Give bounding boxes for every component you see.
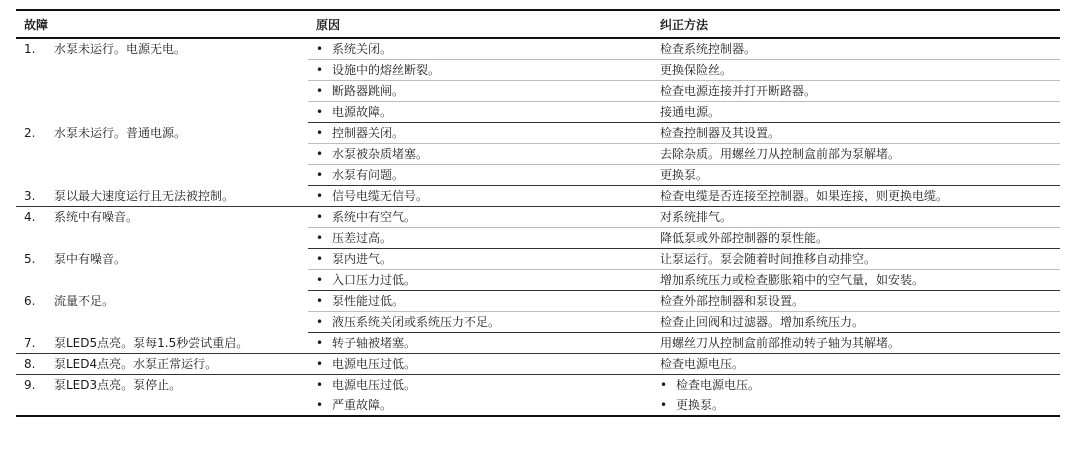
- table-body: [16, 38, 1060, 416]
- cause-text: 断路器跳闸。: [332, 84, 405, 98]
- cause-line: [316, 312, 644, 332]
- remedy-line: [660, 186, 1052, 206]
- remedy-text: 检查控制器及其设置。: [660, 126, 781, 140]
- cause-cell: [308, 165, 652, 186]
- cause-line: [316, 165, 644, 185]
- remedy-text: 降低泵或外部控制器的泵性能。: [660, 231, 829, 245]
- cause-line: [316, 333, 644, 353]
- bullet-icon: •: [316, 315, 324, 329]
- remedy-text: 检查系统控制器。: [660, 42, 757, 56]
- fault-text: 泵LED3点亮。泵停止。: [54, 378, 182, 392]
- table-row: [16, 291, 1060, 312]
- bullet-icon: •: [660, 398, 668, 412]
- cause-line: [316, 39, 644, 59]
- fault-number: 4.: [24, 210, 36, 224]
- cause-line: [316, 207, 644, 227]
- table-row: [16, 186, 1060, 207]
- remedy-cell: [652, 249, 1060, 270]
- cause-cell: [308, 144, 652, 165]
- table-row: [16, 333, 1060, 354]
- bullet-icon: •: [316, 168, 324, 182]
- remedy-text: 去除杂质。用螺丝刀从控制盒前部为泵解堵。: [660, 147, 901, 161]
- remedy-cell: [652, 186, 1060, 207]
- bullet-icon: •: [316, 398, 324, 412]
- cause-text: 严重故障。: [332, 398, 393, 412]
- fault-number: 1.: [24, 42, 36, 56]
- fault-number: 7.: [24, 335, 36, 350]
- cause-line: [316, 81, 644, 101]
- remedy-text: 用螺丝刀从控制盒前部推动转子轴为其解堵。: [660, 336, 901, 350]
- fault-number: 3.: [24, 188, 36, 203]
- cause-cell: [308, 291, 652, 312]
- bullet-icon: •: [316, 189, 324, 203]
- remedy-text: 检查电源电压。: [676, 378, 761, 392]
- remedy-cell: [652, 144, 1060, 165]
- remedy-text: 让泵运行。泵会随着时间推移自动排空。: [660, 252, 877, 266]
- table-row: [16, 38, 1060, 60]
- bullet-icon: •: [316, 357, 324, 371]
- remedy-text: 更换保险丝。: [660, 63, 733, 77]
- fault-number: 8.: [24, 357, 36, 371]
- fault-number: 2.: [24, 125, 36, 140]
- fault-text: 流量不足。: [54, 293, 115, 308]
- remedy-text: 更换泵。: [660, 168, 709, 182]
- table-header-row: [16, 10, 1060, 38]
- troubleshooting-table: [16, 9, 1060, 417]
- remedy-cell: [652, 228, 1060, 249]
- remedy-line: [660, 270, 1052, 290]
- remedy-cell: [652, 165, 1060, 186]
- cause-text: 系统关闭。: [332, 42, 393, 56]
- cause-cell: [308, 228, 652, 249]
- fault-text: 水泵未运行。普通电源。: [54, 125, 187, 140]
- fault-text: 泵中有噪音。: [54, 251, 127, 266]
- cause-line: [316, 354, 644, 374]
- table-row: [16, 375, 1060, 417]
- cause-cell: [308, 81, 652, 102]
- bullet-icon: •: [316, 378, 324, 392]
- bullet-icon: •: [316, 105, 324, 119]
- remedy-cell: [652, 375, 1060, 417]
- remedy-text: 更换泵。: [676, 398, 725, 412]
- remedy-line: [660, 249, 1052, 269]
- header-remedy: 纠正方法: [652, 10, 1060, 38]
- remedy-line: [660, 333, 1052, 353]
- cause-text: 电源电压过低。: [332, 378, 417, 392]
- header-cause: 原因: [308, 10, 652, 38]
- cause-line: [316, 291, 644, 311]
- remedy-text: 检查电源连接并打开断路器。: [660, 84, 817, 98]
- cause-cell: [308, 60, 652, 81]
- bullet-icon: •: [316, 336, 324, 350]
- remedy-cell: [652, 312, 1060, 333]
- cause-line: [316, 123, 644, 143]
- remedy-text: 增加系统压力或检查膨胀箱中的空气量，如安装。: [660, 273, 925, 287]
- fault-cell: [16, 333, 308, 354]
- remedy-line: [660, 102, 1052, 122]
- remedy-cell: [652, 354, 1060, 375]
- fault-text: 水泵未运行。电源无电。: [54, 42, 187, 56]
- remedy-text: 检查电源电压。: [660, 357, 745, 371]
- cause-cell: [308, 102, 652, 123]
- cause-text: 水泵被杂质堵塞。: [332, 147, 429, 161]
- cause-text: 系统中有空气。: [332, 210, 417, 224]
- remedy-cell: [652, 38, 1060, 60]
- remedy-cell: [652, 123, 1060, 144]
- remedy-cell: [652, 102, 1060, 123]
- fault-cell: [16, 186, 308, 207]
- bullet-icon: •: [316, 84, 324, 98]
- header-fault: 故障: [16, 10, 308, 38]
- remedy-line: [660, 123, 1052, 143]
- remedy-line: [660, 354, 1052, 374]
- remedy-line: [660, 312, 1052, 332]
- remedy-line: [660, 375, 1052, 395]
- cause-cell: [308, 375, 652, 417]
- remedy-text: 检查外部控制器和泵设置。: [660, 294, 805, 308]
- fault-text: 系统中有噪音。: [54, 210, 139, 224]
- remedy-line: [660, 395, 1052, 415]
- remedy-line: [660, 60, 1052, 80]
- remedy-text: 对系统排气。: [660, 210, 733, 224]
- bullet-icon: •: [316, 210, 324, 224]
- fault-cell: [16, 123, 308, 186]
- remedy-line: [660, 39, 1052, 59]
- cause-cell: [308, 354, 652, 375]
- remedy-line: [660, 291, 1052, 311]
- fault-text: 泵LED5点亮。泵每1.5秒尝试重启。: [54, 335, 249, 350]
- remedy-line: [660, 144, 1052, 164]
- cause-text: 泵内进气。: [332, 252, 393, 266]
- bullet-icon: •: [316, 126, 324, 140]
- cause-cell: [308, 38, 652, 60]
- fault-cell: [16, 375, 308, 417]
- cause-text: 液压系统关闭或系统压力不足。: [332, 315, 501, 329]
- remedy-cell: [652, 291, 1060, 312]
- table-row: [16, 123, 1060, 144]
- cause-text: 入口压力过低。: [332, 273, 417, 287]
- table-row: [16, 207, 1060, 228]
- remedy-line: [660, 165, 1052, 185]
- cause-line: [316, 60, 644, 80]
- cause-text: 电源故障。: [332, 105, 393, 119]
- remedy-line: [660, 81, 1052, 101]
- cause-cell: [308, 312, 652, 333]
- cause-text: 转子轴被堵塞。: [332, 336, 417, 350]
- bullet-icon: •: [660, 378, 668, 392]
- cause-line: [316, 270, 644, 290]
- remedy-text: 检查电缆是否连接至控制器。如果连接，则更换电缆。: [660, 189, 949, 203]
- fault-number: 5.: [24, 251, 36, 266]
- fault-cell: [16, 354, 308, 375]
- cause-text: 水泵有问题。: [332, 168, 405, 182]
- bullet-icon: •: [316, 42, 324, 56]
- remedy-cell: [652, 81, 1060, 102]
- fault-number: 6.: [24, 293, 36, 308]
- bullet-icon: •: [316, 231, 324, 245]
- fault-cell: [16, 291, 308, 333]
- cause-line: [316, 186, 644, 206]
- cause-text: 控制器关闭。: [332, 126, 405, 140]
- remedy-line: [660, 207, 1052, 227]
- cause-text: 电源电压过低。: [332, 357, 417, 371]
- remedy-cell: [652, 60, 1060, 81]
- cause-cell: [308, 123, 652, 144]
- fault-cell: [16, 207, 308, 249]
- bullet-icon: •: [316, 63, 324, 77]
- cause-text: 信号电缆无信号。: [332, 189, 429, 203]
- remedy-cell: [652, 270, 1060, 291]
- cause-cell: [308, 207, 652, 228]
- table-row: [16, 354, 1060, 375]
- cause-line: [316, 144, 644, 164]
- remedy-cell: [652, 333, 1060, 354]
- cause-line: [316, 395, 644, 415]
- bullet-icon: •: [316, 252, 324, 266]
- table-row: [16, 249, 1060, 270]
- cause-text: 泵性能过低。: [332, 294, 405, 308]
- cause-cell: [308, 186, 652, 207]
- fault-cell: [16, 38, 308, 123]
- cause-text: 压差过高。: [332, 231, 393, 245]
- cause-line: [316, 375, 644, 395]
- fault-number: 9.: [24, 378, 36, 392]
- bullet-icon: •: [316, 294, 324, 308]
- remedy-line: [660, 228, 1052, 248]
- bullet-icon: •: [316, 147, 324, 161]
- remedy-cell: [652, 207, 1060, 228]
- cause-text: 设施中的熔丝断裂。: [332, 63, 441, 77]
- cause-cell: [308, 333, 652, 354]
- troubleshooting-table-container: [16, 9, 1060, 417]
- fault-cell: [16, 249, 308, 291]
- remedy-text: 检查止回阀和过滤器。增加系统压力。: [660, 315, 865, 329]
- cause-cell: [308, 249, 652, 270]
- cause-line: [316, 228, 644, 248]
- cause-line: [316, 102, 644, 122]
- cause-cell: [308, 270, 652, 291]
- fault-text: 泵LED4点亮。水泵正常运行。: [54, 357, 218, 371]
- bullet-icon: •: [316, 273, 324, 287]
- cause-line: [316, 249, 644, 269]
- remedy-text: 接通电源。: [660, 105, 721, 119]
- fault-text: 泵以最大速度运行且无法被控制。: [54, 188, 235, 203]
